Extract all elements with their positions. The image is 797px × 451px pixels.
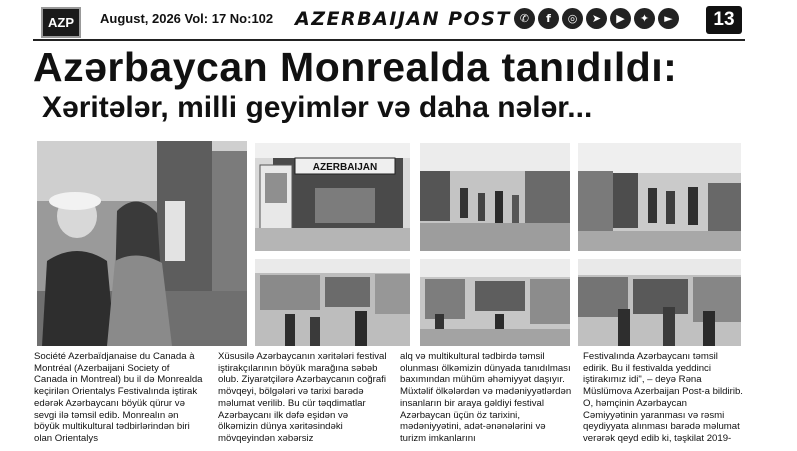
- header-divider: [33, 39, 745, 41]
- youtube-icon[interactable]: ▶: [610, 8, 631, 29]
- publication-logo[interactable]: AZP: [41, 7, 81, 38]
- play-icon[interactable]: ►: [658, 8, 679, 29]
- photo-people-at-stand: [578, 259, 741, 346]
- photo-festival-crowd: [420, 143, 570, 251]
- photo-visitors-at-booth: [37, 141, 247, 346]
- article-column-1: Société Azerbaïdjanaise du Canada à Montréal (Azerbaijani Society of Canada in Montreal) bu il də Monrealda keçirilən Orientalys Festivalında iştirak edərək Azərbaycanı böyük qürur və sevgi ilə təmsil edib. Monrealın ən böyük multikultural tədbirlərindən biri olan Orientalys: [34, 351, 203, 444]
- photo-azerbaijan-booth: [255, 143, 410, 251]
- article-headline: Azərbaycan Monrealda tanıdıldı:: [33, 44, 678, 90]
- instagram-icon[interactable]: ◎: [562, 8, 583, 29]
- article-column-3: alq və multikultural tədbirdə təmsil olunması ölkəmizin dünyada tanıdılması baxımından mühüm əhəmiyyət daşıyır. Müxtəlif ölkələrdən və mədəniyyətlərdən insanların bir araya gəldiyi festival Azərbaycan üçün öz tarixini, mədəniyyətini, adət-ənənələrini və turizm imkanlarını: [400, 351, 572, 444]
- twitter-icon[interactable]: ✦: [634, 8, 655, 29]
- masthead-title[interactable]: AZERBAIJAN POST: [295, 8, 511, 30]
- social-icons-bar: [514, 8, 679, 29]
- photo-maps-display: [255, 259, 410, 346]
- article-subheadline: Xəritələr, milli geyimlər və daha nələr...: [42, 91, 593, 124]
- photo-booth-tables: [420, 259, 570, 346]
- photo-display-visitors: [578, 143, 741, 251]
- page-number: 13: [706, 6, 742, 34]
- booth-sign-text: AZERBAIJAN: [312, 162, 378, 173]
- facebook-icon[interactable]: f: [538, 8, 559, 29]
- article-column-4: Festivalında Azərbaycanı təmsil edirik. Bu il festivalda yeddinci iştirakımız idi", – deyə Rəna Müslümova Azerbaijan Post-a bildirib. O, həmçinin Azərbaycan Cəmiyyətinin yaranması və rəsmi qeydiyyata alınması barədə məlumat verərək qeyd edib ki, təşkilat 2019-: [583, 351, 743, 444]
- page-header: [0, 0, 797, 44]
- whatsapp-icon[interactable]: ✆: [514, 8, 535, 29]
- telegram-icon[interactable]: ➤: [586, 8, 607, 29]
- issue-line: August, 2026 Vol: 17 No:102: [100, 11, 274, 26]
- article-column-2: Xüsusilə Azərbaycanın xəritələri festival iştirakçılarının böyük marağına səbəb olub. Ziyarətçilərə Azərbaycanın coğrafi mövqeyi, bölgələri və tarixi barədə məlumat verilib. Bu cür təqdimatlar Azərbaycanı ilk dəfə eşidən və ölkəmizin dünya xəritəsindəki mövqeyindən xəbərsiz: [218, 351, 387, 444]
